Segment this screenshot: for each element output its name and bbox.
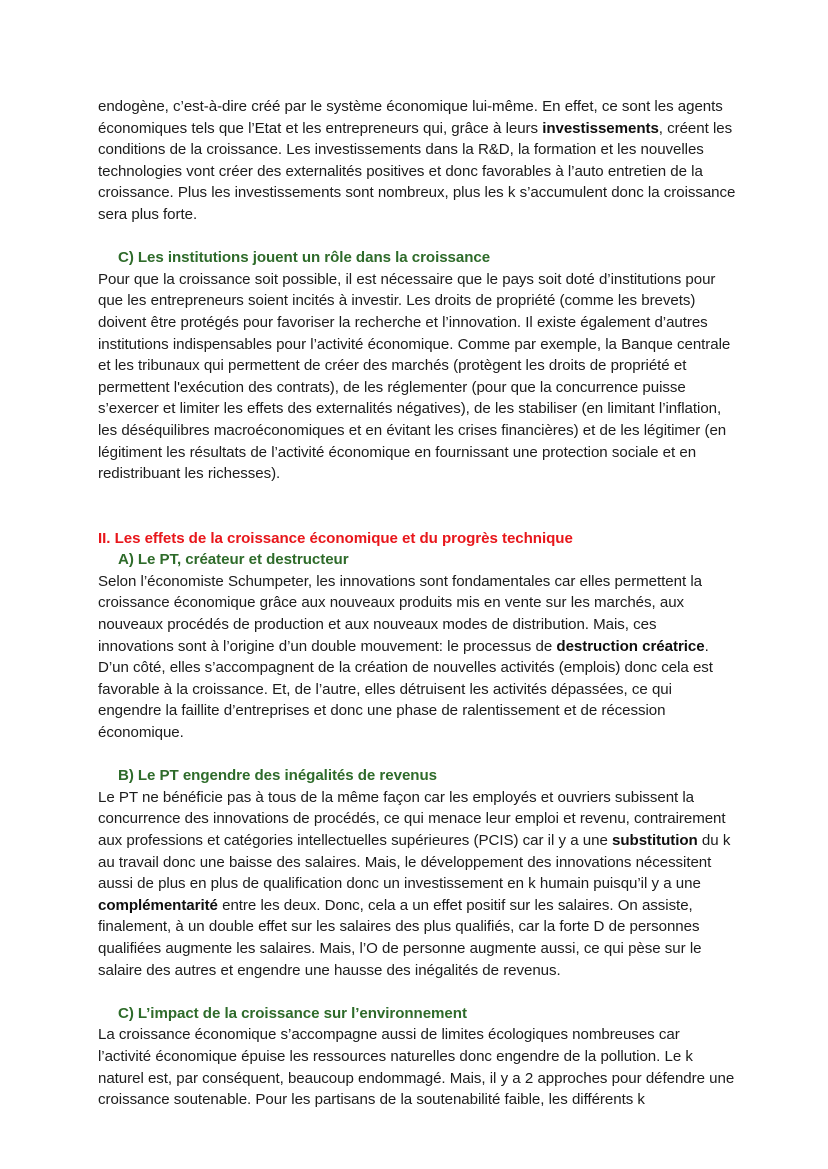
heading-2c	[98, 1003, 736, 1025]
heading-1c-lead: C)	[118, 249, 134, 267]
paragraph-intro	[98, 96, 736, 226]
emphasis-substitution: substitution	[612, 832, 698, 849]
emphasis-complementarite: complémentarité	[98, 896, 218, 914]
heading-2a	[98, 549, 736, 571]
paragraph-2b-part2: du k au travail donc une baisse des salaires. Mais, le développement des innovations nécessitent aussi de plus en plus de qualification donc un investissement en k humain puisqu’il y a une	[98, 832, 731, 893]
paragraph-spacer	[98, 981, 736, 1003]
document-body	[98, 96, 736, 1111]
heading-1c	[98, 247, 736, 269]
paragraph-intro-part1: endogène, c’est-à-dire créé par le système économique lui-même. En effet, ce sont les agents économiques tels que l’Etat et les entrepreneurs qui, grâce à leurs	[98, 98, 723, 137]
paragraph-2c: La croissance économique s’accompagne aussi de limites écologiques nombreuses car l’activité économique épuise les ressources naturelles donc engendre de la pollution. Le k naturel est, par conséquent, beaucoup endommagé. Mais, il y a 2 approches pour défendre une croissance soutenable. Pour les partisans de la soutenabilité faible, les différents k	[98, 1026, 735, 1109]
emphasis-investissements: investissements	[542, 119, 659, 137]
paragraph-intro-part2: , créent les conditions de la croissance. Les investissements dans la R&D, la formation et les nouvelles technologies vont créer des externalités positives et donc favorables à l’auto entretien de la croissance. Plus les investissements sont nombreux, plus les k s’accumulent donc la croissance sera plus forte.	[98, 119, 736, 223]
paragraph-2a	[98, 571, 736, 744]
paragraph-2b	[98, 787, 736, 981]
heading-2a-lead: A)	[118, 551, 134, 569]
paragraph-2b-part1: Le PT ne bénéficie pas à tous de la même façon car les employés et ouvriers subissent la concurrence des innovations de procédés, ce qui menace leur emploi et revenu, contrairement aux professions et catégories intellectuelles supérieures (PCIS) car il y a une	[98, 788, 726, 849]
heading-2b-text: Le PT engendre des inégalités de revenus	[137, 767, 437, 785]
heading-2c-lead: C)	[118, 1004, 134, 1022]
emphasis-destruction-creatrice: destruction créatrice	[556, 637, 705, 655]
heading-2b	[98, 765, 736, 787]
heading-1c-text: Les institutions jouent un rôle dans la croissance	[137, 249, 491, 267]
paragraph-spacer	[98, 744, 736, 766]
paragraph-spacer	[98, 226, 736, 248]
paragraph-2a-part2: . D’un côté, elles s’accompagnent de la création de nouvelles activités (emplois) donc cela est favorable à la croissance. Et, de l’autre, elles détruisent les activités dépassées, ce qui engendre la faillite d’entreprises et donc une phase de ralentissement et de récession économique.	[98, 637, 713, 742]
section-spacer	[98, 485, 736, 528]
heading-2a-text: Le PT, créateur et destructeur	[137, 551, 349, 569]
heading-section-2: II. Les effets de la croissance économique et du progrès technique	[98, 529, 573, 547]
heading-2b-lead: B)	[118, 767, 134, 785]
paragraph-2b-part3: entre les deux. Donc, cela a un effet positif sur les salaires. On assiste, finalement, à un double effet sur les salaires des plus qualifiés, car la forte D de personnes qualifiées augmente les salaires. Mais, l’O de personne augmente aussi, ce qui pèse sur le salaire des autres et engendre une hausse des inégalités de revenus.	[98, 896, 702, 979]
paragraph-2a-part1: Selon l’économiste Schumpeter, les innovations sont fondamentales car elles permettent la croissance économique grâce aux nouveaux produits mis en vente sur les marchés, aux nouveaux procédés de production et aux nouveaux modes de distribution. Mais, ces innovations sont à l’origine d’un double mouvement: le processus de	[98, 572, 702, 655]
heading-2c-text: L’impact de la croissance sur l’environnement	[137, 1004, 467, 1022]
paragraph-1c: Pour que la croissance soit possible, il est nécessaire que le pays soit doté d’institutions pour que les entrepreneurs soient incités à investir. Les droits de propriété (comme les brevets) doivent être protégés pour favoriser la recherche et l’innovation. Il existe également d’autres institutions indispensables pour l’activité économique. Comme par exemple, la Banque centrale et les tribunaux qui permettent de créer des marchés (protègent les droits de propriété et permettent l'exécution des contrats), de les réglementer (pour que la concurrence puisse s’exercer et limiter les effets des externalités négatives), de les stabiliser (en limitant l’inflation, les déséquilibres macroéconomiques et en évitant les crises financières) et de les légitimer (en légitiment les résultats de l’activité économique en fournissant une protection sociale et en redistribuant les richesses).	[98, 270, 731, 483]
